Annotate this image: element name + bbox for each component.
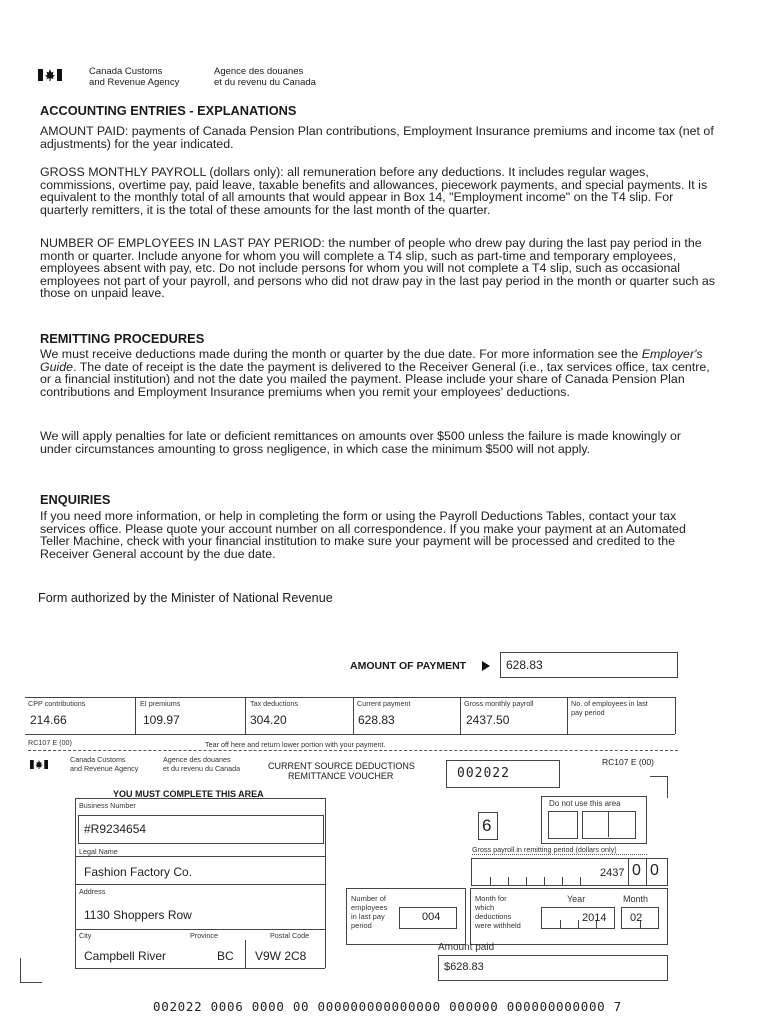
postal-code-value[interactable]: V9W 2C8 xyxy=(255,949,307,963)
employees-label-3: in last pay xyxy=(351,912,385,921)
amount-paid-explanation: AMOUNT PAID: payments of Canada Pension Plan contributions, Employment Insurance premiums and income tax (net of adjustments) for the year indicated. xyxy=(40,124,714,151)
tear-off-instruction: Tear off here and return lower portion with your payment. xyxy=(205,740,386,749)
voucher-agency-en-1: Canada Customs xyxy=(70,755,126,764)
employees-count-label-1: No. of employees in last xyxy=(571,699,648,708)
voucher-form-code: RC107 E (00) xyxy=(602,757,654,767)
agency-name-en-line1: Canada Customs xyxy=(89,66,163,77)
voucher-agency-fr-2: et du revenu du Canada xyxy=(163,764,241,773)
enquiries-text: If you need more information, or help in completing the form or using the Payroll Deductions Tables, contact your tax services office. Please quote your account number on all correspondence. If you make your payment at an Automated Teller Machine, check with your financial institution to make sure your payment will be processed and credited to the Receiver General account by the due date. xyxy=(40,509,686,561)
agency-name-fr-line2: et du revenu du Canada xyxy=(214,77,316,88)
voucher-flag-logo xyxy=(30,757,48,768)
gross-payroll-cents-1: 0 xyxy=(632,862,641,879)
month-value: 02 xyxy=(630,912,643,924)
month-for-label-3: deductions xyxy=(475,912,512,921)
cpp-value[interactable]: 214.66 xyxy=(30,713,67,727)
gross-payroll-explanation: GROSS MONTHLY PAYROLL (dollars only): all remuneration before any deductions. It includes regular wages, commissions, overtime pay, paid leave, taxable benefits and allowances, piecework payments, and special payments. It is equivalent to the monthly total of all amounts that would appear in Box 14, "Employment income" on the T4 slip. For quarterly remitters, it is the total of these amounts for the last month of the quarter. xyxy=(40,165,708,217)
city-value[interactable]: Campbell River xyxy=(84,949,167,963)
address-value[interactable]: 1130 Shoppers Row xyxy=(84,908,192,922)
gross-payroll-field[interactable] xyxy=(471,858,668,886)
current-payment-value[interactable]: 628.83 xyxy=(358,713,395,727)
do-not-use-area xyxy=(541,796,647,844)
city-label: City xyxy=(79,931,92,940)
year-value: 2014 xyxy=(582,912,607,924)
employees-count-label-2: pay period xyxy=(571,708,605,717)
year-label: Year xyxy=(567,894,586,904)
amount-paid-field[interactable] xyxy=(438,955,668,981)
voucher-agency-en-2: and Revenue Agency xyxy=(70,764,139,773)
month-for-label-2: which xyxy=(475,903,495,912)
micr-line: 002022 0006 0000 00 000000000000000 000000 000000000000 7 xyxy=(153,999,622,1014)
legal-name-value[interactable]: Fashion Factory Co. xyxy=(84,865,193,879)
amount-paid-value: $628.83 xyxy=(444,961,484,973)
province-value[interactable]: BC xyxy=(217,949,234,963)
ei-value[interactable]: 109.97 xyxy=(143,713,180,727)
tax-label: Tax deductions xyxy=(250,699,298,708)
gross-payroll-period-label: Gross payroll in remitting period (dollars only) xyxy=(472,845,617,854)
penalties-text: We will apply penalties for late or deficient remittances on amounts over $500 unless the failure is made knowingly or under circumstances amounting to gross negligence, in which case the minimum $500 will not apply. xyxy=(40,429,681,456)
voucher-title-line2: REMITTANCE VOUCHER xyxy=(288,771,394,781)
agency-name-fr-line1: Agence des douanes xyxy=(214,66,304,77)
form-code-top: RC107 E (00) xyxy=(28,738,72,747)
business-number-label: Business Number xyxy=(79,801,136,810)
enquiries-heading: ENQUIRIES xyxy=(40,492,111,507)
employees-label-4: period xyxy=(351,921,372,930)
agency-name-en-line2: and Revenue Agency xyxy=(89,77,180,88)
remitting-procedures-heading: REMITTING PROCEDURES xyxy=(40,331,205,346)
voucher-number-box xyxy=(446,760,560,788)
form-authorized-text: Form authorized by the Minister of National Revenue xyxy=(38,591,333,605)
box-number-field xyxy=(478,812,498,840)
do-not-use-label: Do not use this area xyxy=(549,799,621,808)
voucher-title-line1: CURRENT SOURCE DEDUCTIONS xyxy=(268,761,415,771)
tear-line xyxy=(28,750,678,751)
month-field[interactable] xyxy=(621,907,659,929)
amount-paid-label: Amount paid xyxy=(438,942,495,953)
tax-value[interactable]: 304.20 xyxy=(250,713,287,727)
month-for-label-4: were withheld xyxy=(475,921,521,930)
ei-label: EI premiums xyxy=(140,699,181,708)
box-number-value: 6 xyxy=(482,816,492,835)
employees-value: 004 xyxy=(422,911,441,923)
gross-payroll-label: Gross monthly payroll xyxy=(464,699,534,708)
month-year-field-box xyxy=(470,888,668,945)
gross-payroll-cents-2: 0 xyxy=(650,862,659,879)
year-field[interactable] xyxy=(541,907,615,929)
month-for-label-1: Month for xyxy=(475,894,507,903)
address-label: Address xyxy=(79,887,106,896)
amount-of-payment-value: 628.83 xyxy=(506,658,543,672)
employees-field-box xyxy=(346,888,466,945)
remitting-procedures-text: We must receive deductions made during the month or quarter by the due date. For more information see the Employer's Guide. The date of receipt is the date the payment is delivered to the Receiver General (i.e., tax services office, tax centre, or a financial institution) and not the date you mailed the payment. Please include your share of Canada Pension Plan contributions and Employment Insurance premiums when you remit your employees' deductions. xyxy=(40,347,710,399)
postal-code-label: Postal Code xyxy=(270,931,310,940)
voucher-agency-fr-1: Agence des douanes xyxy=(163,755,231,764)
employees-explanation: NUMBER OF EMPLOYEES IN LAST PAY PERIOD: the number of people who drew pay during the last pay period in the month or quarter. Include anyone for whom you will complete a T4 slip, such as part-time and temporary employees, employees absent with pay, etc. Do not include persons for whom you will not complete a T4 slip, such as occasional employees not part of your payroll, and persons who did not draw pay in the last pay period in the month or quarter such as those on unpaid leave. xyxy=(40,236,715,301)
province-label: Province xyxy=(190,931,218,940)
employees-label-1: Number of xyxy=(351,894,387,903)
gross-payroll-dollars: 2437 xyxy=(600,867,625,879)
amount-of-payment-label: AMOUNT OF PAYMENT xyxy=(350,660,467,672)
business-number-value: #R9234654 xyxy=(84,822,147,836)
employees-value-field[interactable] xyxy=(399,907,457,929)
must-complete-heading: YOU MUST COMPLETE THIS AREA xyxy=(113,789,264,799)
canada-flag-logo xyxy=(38,68,62,82)
voucher-number: 002022 xyxy=(457,766,510,781)
arrow-right-icon xyxy=(481,659,491,671)
legal-name-label: Legal Name xyxy=(79,847,118,856)
accounting-entries-heading: ACCOUNTING ENTRIES - EXPLANATIONS xyxy=(40,103,297,118)
business-number-field[interactable] xyxy=(78,815,324,844)
gross-payroll-value[interactable]: 2437.50 xyxy=(466,713,510,727)
current-payment-label: Current payment xyxy=(357,699,411,708)
employees-label-2: employees xyxy=(351,903,388,912)
amount-of-payment-box[interactable] xyxy=(500,652,678,678)
month-label: Month xyxy=(623,894,649,904)
cpp-label: CPP contributions xyxy=(28,699,86,708)
